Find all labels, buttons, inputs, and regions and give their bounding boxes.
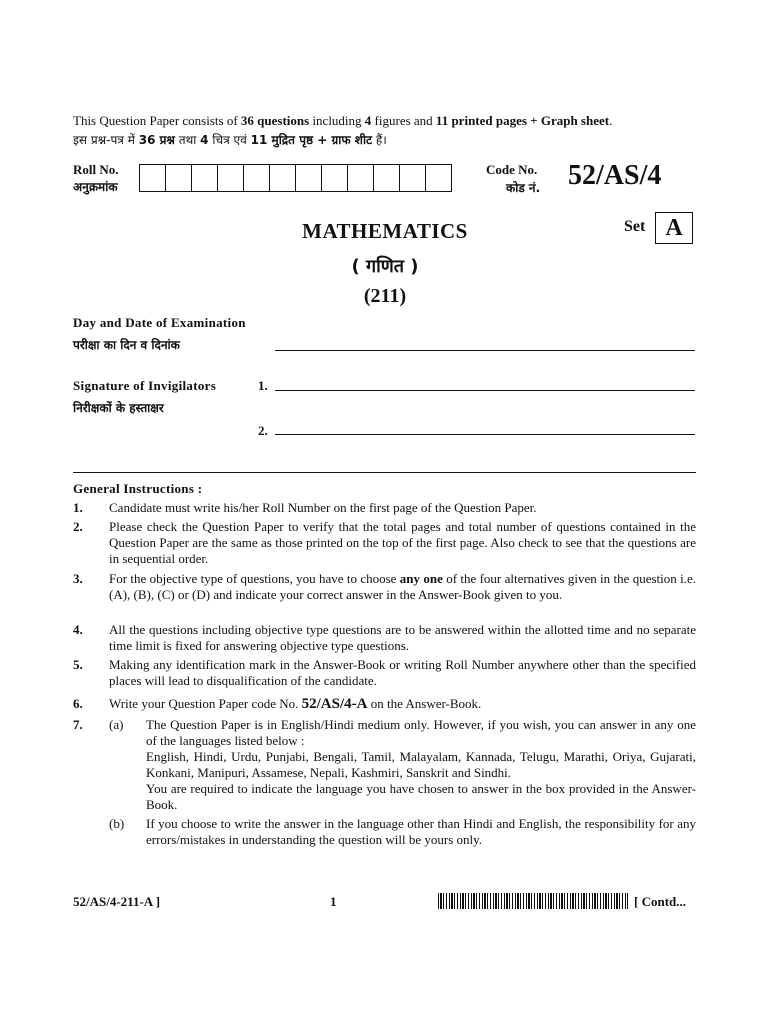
roll-number-box bbox=[374, 164, 400, 192]
instruction-5: 5. Making any identification mark in the Answer-Book or writing Roll Number anywhere other than the specified places will lead to disqualification of the candidate. bbox=[73, 657, 696, 688]
barcode-image bbox=[438, 893, 628, 909]
paper-info-english: This Question Paper consists of 36 questions including 4 figures and 11 printed pages + Graph sheet. bbox=[73, 113, 613, 128]
code-number-label-hindi: कोड नं. bbox=[506, 181, 541, 195]
roll-number-box bbox=[322, 164, 348, 192]
roll-number-box bbox=[348, 164, 374, 192]
subject-code: (211) bbox=[363, 285, 407, 307]
instruction-4: 4. All the questions including objective type questions are to be answered within the allotted time and no separate time limit is fixed for answering objective type questions. bbox=[73, 622, 696, 653]
subject-title-hindi: ( गणित ) bbox=[351, 256, 419, 277]
roll-number-boxes bbox=[139, 164, 452, 192]
code-number-label: Code No. bbox=[486, 162, 538, 177]
invigilator-2-line bbox=[275, 434, 695, 435]
instruction-6: 6. Write your Question Paper code No. 52/AS/4-A on the Answer-Book. bbox=[73, 696, 482, 712]
invigilator-signature-label: Signature of Invigilators bbox=[73, 378, 217, 393]
invigilator-1-number: 1. bbox=[258, 378, 268, 393]
roll-number-box bbox=[192, 164, 218, 192]
roll-number-box bbox=[400, 164, 426, 192]
set-label: Set bbox=[624, 218, 646, 235]
invigilator-2-number: 2. bbox=[258, 423, 268, 438]
roll-number-box bbox=[244, 164, 270, 192]
set-value-box: A bbox=[655, 212, 693, 244]
invigilator-signature-label-hindi: निरीक्षकों के हस्ताक्षर bbox=[73, 401, 164, 415]
instructions-title: General Instructions : bbox=[73, 481, 203, 496]
roll-number-label-hindi: अनुक्रमांक bbox=[73, 180, 118, 194]
roll-number-label: Roll No. bbox=[73, 162, 119, 177]
instruction-7b: (b) If you choose to write the answer in the language other than Hindi and English, the responsibility for any errors/mistakes in understanding the question will be yours only. bbox=[109, 816, 696, 847]
paper-code: 52/AS/4 bbox=[568, 160, 662, 191]
exam-date-label-hindi: परीक्षा का दिन व दिनांक bbox=[73, 338, 180, 352]
roll-number-box bbox=[426, 164, 452, 192]
paper-info-hindi: इस प्रश्न-पत्र में 36 प्रश्न तथा 4 चित्र एवं 11 मुद्रित पृष्ठ + ग्राफ शीट हैं। bbox=[73, 133, 387, 147]
roll-number-box bbox=[166, 164, 192, 192]
instruction-1: 1. Candidate must write his/her Roll Number on the first page of the Question Paper. bbox=[73, 500, 537, 515]
exam-date-line bbox=[275, 350, 695, 351]
footer-paper-code: 52/AS/4-211-A ] bbox=[73, 894, 161, 909]
instruction-2: 2. Please check the Question Paper to verify that the total pages and total number of questions contained in the Question Paper are the same as those printed on the top of the first page. Also check to see that the questions are in sequential order. bbox=[73, 519, 696, 566]
roll-number-box bbox=[296, 164, 322, 192]
exam-date-label: Day and Date of Examination bbox=[73, 315, 246, 330]
roll-number-box bbox=[270, 164, 296, 192]
roll-number-box bbox=[140, 164, 166, 192]
invigilator-1-line bbox=[275, 390, 695, 391]
section-divider bbox=[73, 472, 696, 473]
page-number: 1 bbox=[330, 894, 337, 909]
subject-title: MATHEMATICS bbox=[302, 219, 468, 243]
instruction-7: 7. (a) The Question Paper is in English/Hindi medium only. However, if you wish, you can answer in any one of the languages listed below : English, Hindi, Urdu, Punjabi, Bengali, Tamil, Malayalam, Kannada, Telugu, Marathi, Oriya, Gujarati, Konkani, Manipuri, Assamese, Nepali, Kashmiri, Sanskrit and Sindhi. You are required to indicate the language you have chosen to answer in the box provided in the Answer-Book. (b) If you choose to write the answer in the language other than Hindi and English, the responsibility for any errors/mistakes in understanding the question will be yours only. bbox=[73, 717, 696, 847]
continued-label: [ Contd... bbox=[634, 894, 687, 909]
instruction-7a: (a) The Question Paper is in English/Hindi medium only. However, if you wish, you can answer in any one of the languages listed below : English, Hindi, Urdu, Punjabi, Bengali, Tamil, Malayalam, Kannada, Telugu, Marathi, Oriya, Gujarati, Konkani, Manipuri, Assamese, Nepali, Kashmiri, Sanskrit and Sindhi. You are required to indicate the language you have chosen to answer in the box provided in the Answer-Book. bbox=[109, 717, 696, 812]
roll-number-box bbox=[218, 164, 244, 192]
instruction-3: 3. For the objective type of questions, you have to choose any one of the four alternatives given in the question i.e. (A), (B), (C) or (D) and indicate your correct answer in the Answer-Book given to you. bbox=[73, 571, 696, 602]
